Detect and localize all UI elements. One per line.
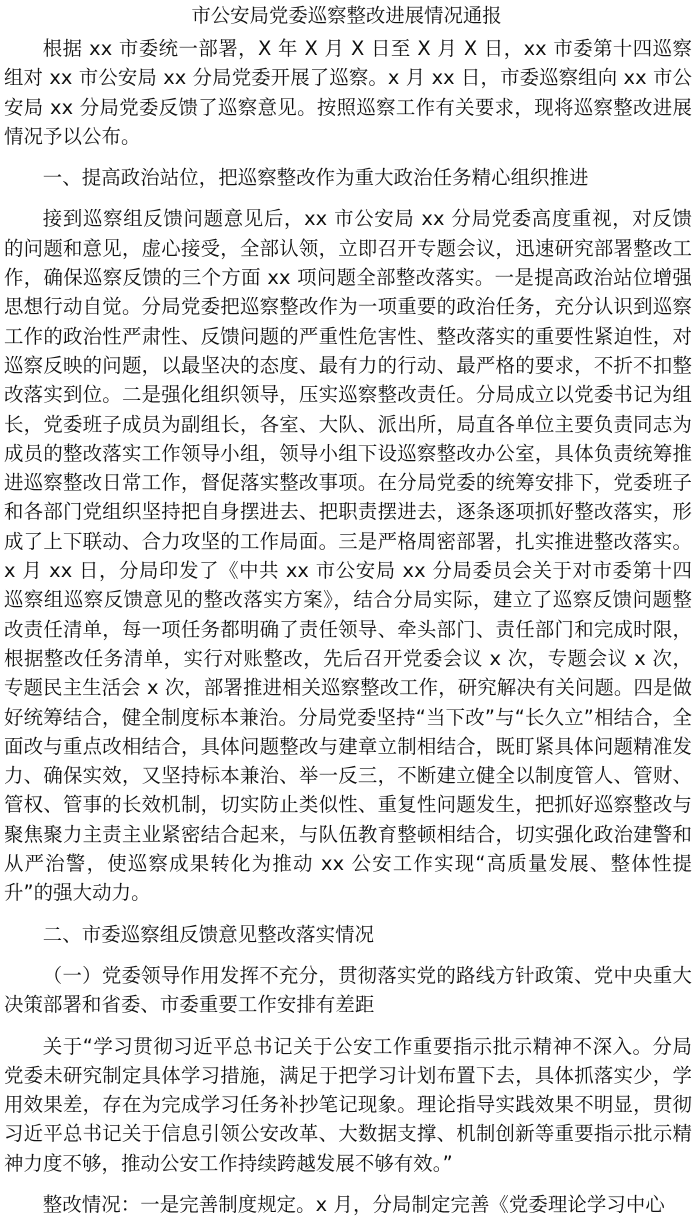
rectification-paragraph: 整改情况：一是完善制度规定。x 月，分局制定完善《党委理论学习中心: [42, 1192, 665, 1216]
intro-paragraph: 根据 xx 市委统一部署，X 年 X 月 X 日至 X 月 X 日，xx 市委第十四巡察组对 xx 市公安局 xx 分局党委开展了巡察。x 月 xx 日，市委巡察组向 xx 市公安局 xx 分局党委反馈了巡察意见。按照巡察工作有关要求，现将巡察整改进展情况予以公布。: [4, 37, 692, 148]
document-body: [4, 34, 692, 1231]
issue-paragraph: 关于“学习贯彻习近平总书记关于公安工作重要指示批示精神不深入。分局党委未研究制定具体学习措施，满足于把学习计划布置下去，具体抓落实少，学用效果差，存在为完成学习任务补抄笔记现象。理论指导实践效果不明显，贯彻习近平总书记关于信息引领公安改革、大数据支撑、机制创新等重要指示批示精神力度不够，推动公安工作持续跨越发展不够有效。”: [4, 1034, 692, 1175]
section-1-paragraph: 接到巡察组反馈问题意见后，xx 市公安局 xx 分局党委高度重视，对反馈的问题和意见，虚心接受，全部认领，立即召开专题会议，迅速研究部署整改工作，确保巡察反馈的三个方面 xx 项问题全部整改落实。一是提高政治站位增强思想行动自觉。分局党委把巡察整改作为一项重要的政治任务，充分认识到巡察工作的政治性严肃性、反馈问题的严重性危害性、整改落实的重要性紧迫性，对巡察反映的问题，以最坚决的态度、最有力的行动、最严格的要求，不折不扣整改落实到位。二是强化组织领导，压实巡察整改责任。分局成立以党委书记为组长，党委班子成员为副组长，各室、大队、派出所，局直各单位主要负责同志为成员的整改落实工作领导小组，领导小组下设巡察整改办公室，具体负责统筹推进巡察整改日常工作，督促落实整改事项。在分局党委的统筹安排下，党委班子和各部门党组织坚持把自身摆进去、把职责摆进去，逐条逐项抓好整改落实，形成了上下联动、合力攻坚的工作局面。三是严格周密部署，扎实推进整改落实。x 月 xx 日，分局印发了《中共 xx 市公安局 xx 分局委员会关于对市委第十四巡察组巡察反馈意见的整改落实方案》，结合分局实际，建立了巡察反馈问题整改责任清单，每一项任务都明确了责任领导、牵头部门、责任部门和完成时限，根据整改任务清单，实行对账整改，先后召开党委会议 x 次，专题会议 x 次，专题民主生活会 x 次，部署推进相关巡察整改工作，研究解决有关问题。四是做好统筹结合，健全制度标本兼治。分局党委坚持“当下改”与“长久立”相结合，全面改与重点改相结合，具体问题整改与建章立制相结合，既盯紧具体问题精准发力、确保实效，又坚持标本兼治、举一反三，不断建立健全以制度管人、管财、管权、管事的长效机制，切实防止类似性、重复性问题发生，把抓好巡察整改与聚焦聚力主责主业紧密结合起来，与队伍教育整顿相结合，切实强化政治建警和从严治警，使巡察成果转化为推动 xx 公安工作实现“高质量发展、整体性提升”的强大动力。: [4, 207, 692, 905]
section-heading-2: 二、市委巡察组反馈意见整改落实情况: [42, 922, 375, 946]
section-heading-1: 一、提高政治站位，把巡察整改作为重大政治任务精心组织推进: [42, 166, 589, 190]
subsection-heading-1: （一）党委领导作用发挥不充分，贯彻落实党的路线方针政策、党中央重大决策部署和省委、市委重要工作安排有差距: [4, 963, 692, 1017]
document-title: 市公安局党委巡察整改进展情况通报: [191, 4, 502, 27]
